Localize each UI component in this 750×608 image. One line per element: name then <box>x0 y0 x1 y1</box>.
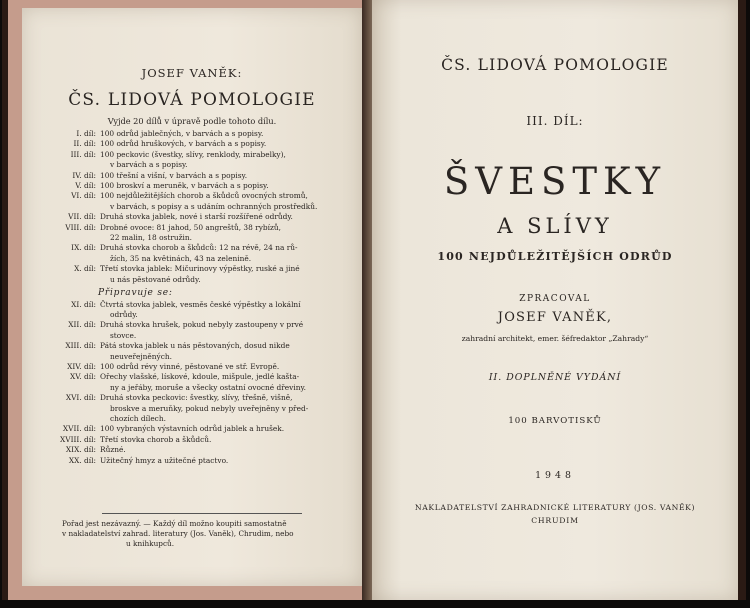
left-page <box>22 8 362 586</box>
volume-description: Druhá stovka hrušek, pokud nebyly zastoupeny v prvé <box>100 320 304 330</box>
volume-number-label: VII. díl: <box>68 212 96 222</box>
volume-number-label <box>44 331 100 341</box>
volume-number-label <box>44 233 100 243</box>
open-book <box>2 0 746 600</box>
volume-number-label <box>44 383 100 393</box>
edition: II. DOPLNĚNÉ VYDÁNÍ <box>488 372 622 383</box>
right-series-title: ČS. LIDOVÁ POMOLOGIE <box>441 56 669 74</box>
volume-description: ny a jeřáby, moruše a všecky ostatní ovocné dřeviny. <box>110 382 307 392</box>
volume-row <box>44 139 344 149</box>
volume-description: Třetí stovka jablek: Mičurinovy výpěstky, ruské a jiné <box>100 264 300 274</box>
volume-row <box>44 191 344 201</box>
footnote-line: Pořad jest nezávazný. — Každý díl možno koupiti samostatně <box>62 519 287 528</box>
book-title-second-line: A SLÍVY <box>497 214 613 238</box>
volume-description: Ořechy vlašské, lískové, kdoule, mišpule, jedlé kašta- <box>100 372 300 382</box>
volume-row <box>44 362 344 372</box>
volume-number-label: V. díl: <box>75 181 96 191</box>
volume-row <box>44 320 344 330</box>
volume-number: III. DÍL: <box>526 114 584 128</box>
volume-number-label <box>44 254 100 264</box>
volume-number-label: I. díl: <box>76 129 96 138</box>
volume-row <box>44 372 344 382</box>
volume-description: žích, 35 na květinách, 43 na zelenině. <box>110 253 252 263</box>
volume-number-label: XVI. díl: <box>65 393 96 403</box>
footnote-line: v nakladatelství zahrad. literatury (Jos. Vaněk), Chrudim, nebo <box>62 529 294 538</box>
left-subtitle: Vyjde 20 dílů v úpravě podle tohoto dílu. <box>107 116 277 126</box>
volume-row <box>44 300 344 310</box>
volume-description: Druhá stovka chorob a škůdců: 12 na révě, 24 na rů- <box>100 243 298 253</box>
volume-row <box>44 233 344 243</box>
volume-number-label <box>44 404 100 414</box>
volume-number-label: XV. díl: <box>70 372 96 382</box>
volume-number-label: II. díl: <box>73 139 96 149</box>
volume-number-label <box>44 310 100 320</box>
volume-row <box>44 181 344 191</box>
footnote <box>62 519 347 549</box>
volume-description: 100 odrůd révy vinné, pěstované ve stř. Evropě. <box>100 361 280 371</box>
left-author: JOSEF VANĚK: <box>141 66 243 80</box>
volume-row <box>44 341 344 351</box>
volume-number-label: X. díl: <box>74 264 96 274</box>
volume-description: Užitečný hmyz a užitečné ptactvo. <box>100 455 229 465</box>
volume-row <box>44 243 344 253</box>
volume-description: broskve a meruňky, pokud nebyly uveřejněny v před- <box>110 403 309 413</box>
volume-description: 100 peckovic (švestky, slívy, renklody, mirabelky), <box>100 149 286 159</box>
volume-row <box>44 352 344 362</box>
divider <box>102 513 302 514</box>
volume-number-label: IX. díl: <box>71 243 96 253</box>
author-role: zahradní architekt, emer. šéfredaktor „Zahrady“ <box>461 334 649 343</box>
volume-row <box>44 435 344 445</box>
volume-row <box>44 383 344 393</box>
volume-description: neuveřejněných. <box>110 351 172 361</box>
volume-number-label <box>44 202 100 212</box>
volume-row <box>44 160 344 170</box>
volume-number-label: IV. díl: <box>72 170 96 180</box>
volume-description: Pátá stovka jablek u nás pěstovaných, dosud nikde <box>100 341 290 351</box>
volume-number-label: III. díl: <box>70 149 96 159</box>
volume-description: 100 nejdůležitějších chorob a škůdců ovocných stromů, <box>100 191 308 201</box>
volume-number-label <box>44 160 100 170</box>
volume-number-label: XIII. díl: <box>65 341 96 351</box>
volume-number-label <box>44 414 100 424</box>
volume-row <box>44 424 344 434</box>
volume-description: Třetí stovka chorob a škůdců. <box>100 434 212 444</box>
footnote-line: u knihkupců. <box>126 539 175 548</box>
volume-description: Různé. <box>100 445 126 455</box>
volume-number-label: VIII. díl: <box>65 222 96 232</box>
volume-row <box>44 404 344 414</box>
volume-row <box>44 456 344 466</box>
publisher-city: CHRUDIM <box>531 516 579 525</box>
volume-description: 100 odrůd hruškových, v barvách a s popisy. <box>100 139 267 149</box>
volume-description: 22 malin, 18 ostružin. <box>110 233 192 243</box>
volume-row <box>44 264 344 274</box>
prepared-by-label: ZPRACOVAL <box>519 294 591 304</box>
volume-row <box>44 310 344 320</box>
volume-number-label: XIV. díl: <box>67 361 96 371</box>
volume-row <box>44 331 344 341</box>
volume-number-label <box>44 275 100 285</box>
publication-year: 1948 <box>535 470 575 481</box>
volume-number-label: XVII. díl: <box>62 424 96 434</box>
volume-row <box>44 275 344 285</box>
volume-number-label: XIX. díl: <box>65 445 96 455</box>
volume-number-label: XVIII. díl: <box>59 434 96 444</box>
volume-number-label: XX. díl: <box>68 455 96 465</box>
publisher: NAKLADATELSTVÍ ZAHRADNICKÉ LITERATURY (JOS. VANĚK) <box>414 503 696 512</box>
volume-description: Druhá stovka peckovic: švestky, slívy, třešně, višně, <box>100 393 293 403</box>
volume-row <box>44 393 344 403</box>
volume-row <box>44 212 344 222</box>
volume-description: u nás pěstované odrůdy. <box>110 274 201 284</box>
left-series-title: ČS. LIDOVÁ POMOLOGIE <box>68 90 316 110</box>
right-author: JOSEF VANĚK, <box>497 310 613 325</box>
volume-description: 100 vybraných výstavních odrůd jablek a hrušek. <box>100 424 285 434</box>
volume-description: odrůdy. <box>110 309 138 319</box>
volume-description: v barvách, s popisy a s udáním ochranných prostředků. <box>110 201 318 211</box>
volume-row <box>44 223 344 233</box>
volume-description: chozích dílech. <box>110 413 166 423</box>
volume-list <box>44 129 344 466</box>
volume-description: Druhá stovka jablek, nové i starší rozšířené odrůdy. <box>100 212 293 222</box>
volume-row <box>44 202 344 212</box>
prepare-heading: Připravuje se: <box>98 288 173 299</box>
volume-description: v barvách a s popisy. <box>110 160 188 170</box>
volume-row <box>44 414 344 424</box>
book-subtitle: 100 NEJDŮLEŽITĚJŠÍCH ODRŮD <box>437 250 673 263</box>
book-title: ŠVESTKY <box>443 160 667 203</box>
volume-description: stovce. <box>110 330 137 340</box>
volume-number-label <box>44 352 100 362</box>
volume-description: 100 odrůd jablečných, v barvách a s popisy. <box>100 129 264 138</box>
volume-description: Drobné ovoce: 81 jahod, 50 angreštů, 38 rybízů, <box>100 222 281 232</box>
volume-description: Čtvrtá stovka jablek, vesměs české výpěstky a lokální <box>100 299 301 309</box>
color-prints: 100 BARVOTISKŮ <box>508 416 602 426</box>
volume-number-label: XII. díl: <box>68 320 96 330</box>
volume-row <box>44 129 344 139</box>
volume-row <box>44 254 344 264</box>
volume-row <box>44 171 344 181</box>
volume-description: 100 broskví a meruněk, v barvách a s popisy. <box>100 181 269 191</box>
volume-row <box>44 445 344 455</box>
volume-number-label: VI. díl: <box>71 191 96 201</box>
volume-number-label: XI. díl: <box>71 299 96 309</box>
volume-row <box>44 150 344 160</box>
volume-description: 100 třešní a višní, v barvách a s popisy. <box>100 170 248 180</box>
